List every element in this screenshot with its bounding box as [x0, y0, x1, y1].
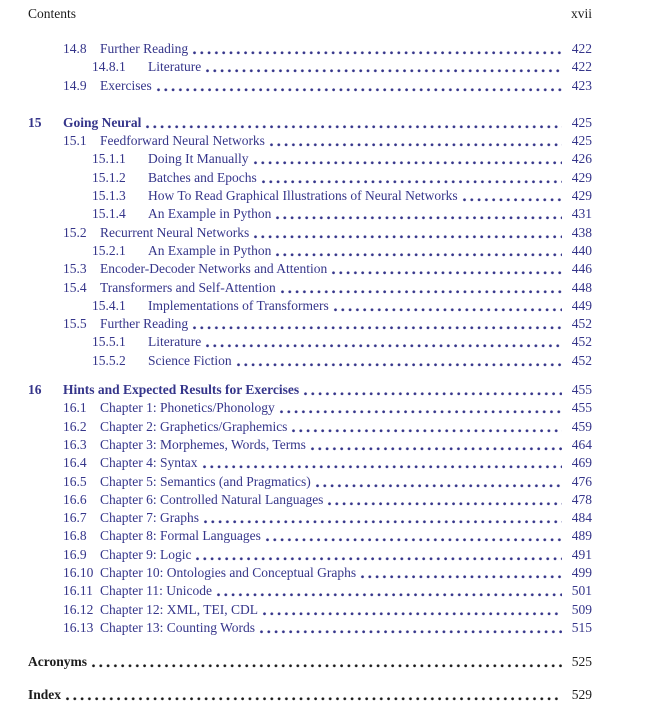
toc-entry-number: 15.3 [63, 261, 87, 277]
toc-entry-number: 15.5.2 [92, 352, 126, 368]
dotted-leader [290, 418, 562, 436]
toc-entry-page-number: 425 [571, 133, 592, 149]
toc-entry-title: Literature [148, 334, 202, 350]
toc-entry [28, 686, 592, 704]
toc-entry[interactable] [28, 169, 592, 187]
toc-entry-title: Chapter 4: Syntax [100, 455, 198, 471]
toc-block [28, 40, 592, 95]
toc-entry-title: Encoder-Decoder Networks and Attention [100, 261, 328, 277]
toc-entry-page-number: 431 [571, 206, 592, 222]
toc-entry-page-number: 446 [571, 261, 592, 277]
toc-block [28, 653, 592, 671]
dotted-leader [264, 527, 562, 545]
toc-entry-number: 16.11 [63, 583, 93, 599]
dotted-leader [191, 40, 562, 58]
toc-entry-page-number: 440 [571, 242, 592, 258]
toc-entry-number: 16.7 [63, 510, 87, 526]
toc-entry-page-number: 455 [571, 400, 592, 416]
toc-entry-number: 15 [28, 114, 42, 130]
toc-entry-number: 15.2 [63, 224, 87, 240]
toc-entry-number: 15.1 [63, 133, 87, 149]
toc-entry-page-number: 422 [571, 59, 592, 75]
toc-entry-number: 16.1 [63, 400, 87, 416]
dotted-leader [461, 187, 562, 205]
dotted-leader [359, 564, 562, 582]
toc-entry-title: Chapter 10: Ontologies and Conceptual Graphs [100, 565, 357, 581]
toc-entry-page-number: 422 [571, 41, 592, 56]
dotted-leader [235, 352, 562, 370]
toc-entry-title: Chapter 9: Logic [100, 546, 192, 562]
toc-entry-title: Feedforward Neural Networks [100, 133, 265, 149]
toc-entry-page-number: 529 [571, 686, 592, 702]
toc-entry-page-number: 429 [571, 169, 592, 185]
dotted-leader [252, 224, 562, 242]
toc-entry-page-number: 515 [571, 619, 592, 635]
toc-entry[interactable] [28, 436, 592, 454]
toc-entry-title: Hints and Expected Results for Exercises [63, 382, 300, 398]
dotted-leader [204, 58, 562, 76]
dotted-leader [204, 333, 562, 351]
running-head [28, 5, 592, 23]
dotted-leader [252, 150, 563, 168]
toc-entry-page-number: 449 [571, 297, 592, 313]
toc-entry[interactable] [28, 546, 592, 564]
dotted-leader [302, 381, 562, 399]
toc-entry-title: Chapter 12: XML, TEI, CDL [100, 601, 258, 617]
toc-entry-number: 15.4 [63, 279, 87, 295]
dotted-leader [332, 297, 562, 315]
toc-entry-number: 15.4.1 [92, 297, 126, 313]
toc-entry-page-number: 455 [571, 382, 592, 398]
toc-entry-page-number: 509 [571, 601, 592, 617]
toc-entry[interactable] [28, 418, 592, 436]
toc-block [28, 381, 592, 637]
toc-entry-title: Acronyms [28, 654, 87, 670]
toc-block [28, 686, 592, 704]
dotted-leader [274, 242, 562, 260]
toc-entry-number: 15.5.1 [92, 334, 126, 350]
toc-entry-page-number: 478 [571, 491, 592, 507]
dotted-leader [278, 399, 562, 417]
toc-entry-title: Further Reading [100, 316, 189, 332]
toc-entry-number: 15.1.4 [92, 206, 126, 222]
dotted-leader [261, 601, 562, 619]
toc-entry-page-number: 448 [571, 279, 592, 295]
dotted-leader [202, 509, 562, 527]
toc-entry[interactable] [28, 297, 592, 315]
toc-entry[interactable] [28, 77, 592, 95]
toc-entry[interactable] [28, 473, 592, 491]
toc-entry[interactable] [28, 352, 592, 370]
dotted-leader [201, 454, 563, 472]
dotted-leader [155, 77, 562, 95]
dotted-leader [194, 546, 562, 564]
dotted-leader [326, 491, 562, 509]
toc-entry-number: 16.5 [63, 473, 87, 489]
toc-entry[interactable] [28, 40, 592, 58]
toc-entry-page-number: 423 [571, 77, 592, 93]
toc-entry[interactable] [28, 509, 592, 527]
dotted-leader [64, 686, 562, 704]
toc-entry-number: 16.3 [63, 436, 87, 452]
dotted-leader [314, 473, 562, 491]
toc-entry-number: 16.2 [63, 418, 87, 434]
toc-entry[interactable] [28, 242, 592, 260]
toc-entry-page-number: 469 [571, 455, 592, 471]
dotted-leader [279, 279, 562, 297]
toc-block [28, 114, 592, 370]
toc-entry-number: 15.1.3 [92, 188, 126, 204]
toc-entry-title: Doing It Manually [148, 151, 249, 167]
toc-entry-number: 16.8 [63, 528, 87, 544]
toc-entry-number: 15.5 [63, 316, 87, 332]
dotted-leader [260, 169, 562, 187]
toc-entry[interactable] [28, 279, 592, 297]
toc-entry[interactable] [28, 260, 592, 278]
toc-entry-title: Index [28, 686, 62, 702]
toc-entry-page-number: 425 [571, 114, 592, 130]
toc-entry-title: Implementations of Transformers [148, 297, 329, 313]
toc-entry-title: Science Fiction [148, 352, 232, 368]
toc-entry-title: An Example in Python [148, 206, 272, 222]
toc-entry[interactable] [28, 527, 592, 545]
toc-entry[interactable] [28, 381, 592, 399]
toc-entry-title: Chapter 2: Graphetics/Graphemics [100, 418, 288, 434]
toc-entry[interactable] [28, 58, 592, 76]
toc-entry[interactable] [28, 399, 592, 417]
toc-entry[interactable] [28, 491, 592, 509]
toc-entry-title: Chapter 8: Formal Languages [100, 528, 261, 544]
toc-entry[interactable] [28, 582, 592, 600]
toc-entry[interactable] [28, 315, 592, 333]
toc-entry-title: Chapter 13: Counting Words [100, 619, 256, 635]
toc-entry[interactable] [28, 132, 592, 150]
toc [28, 40, 592, 704]
dotted-leader [268, 132, 562, 150]
toc-entry-number: 16.4 [63, 455, 87, 471]
toc-entry-title: Exercises [100, 77, 152, 93]
toc-entry-title: Chapter 1: Phonetics/Phonology [100, 400, 275, 416]
toc-entry-page-number: 452 [571, 316, 592, 332]
dotted-leader [191, 315, 562, 333]
dotted-leader [90, 653, 562, 671]
toc-entry-number: 16.10 [63, 565, 94, 581]
toc-entry-number: 16.12 [63, 601, 94, 617]
toc-entry[interactable] [28, 454, 592, 472]
toc-entry-title: Recurrent Neural Networks [100, 224, 250, 240]
toc-entry-page-number: 452 [571, 352, 592, 368]
toc-entry-page-number: 459 [571, 418, 592, 434]
toc-entry-page-number: 501 [571, 583, 592, 599]
toc-entry-page-number: 464 [571, 436, 592, 452]
toc-entry[interactable] [28, 205, 592, 223]
toc-entry-title: Chapter 6: Controlled Natural Languages [100, 491, 324, 507]
toc-entry[interactable] [28, 187, 592, 205]
toc-entry-title: Batches and Epochs [148, 169, 257, 185]
dotted-leader [258, 619, 562, 637]
toc-entry-title: An Example in Python [148, 242, 272, 258]
toc-entry[interactable] [28, 601, 592, 619]
toc-entry-page-number: 476 [571, 473, 592, 489]
toc-entry-page-number: 489 [571, 528, 592, 544]
toc-entry-page-number: 525 [571, 654, 592, 670]
toc-entry-title: Chapter 5: Semantics (and Pragmatics) [100, 473, 311, 489]
dotted-leader [330, 260, 562, 278]
toc-entry[interactable] [28, 333, 592, 351]
toc-entry-number: 15.1.2 [92, 169, 126, 185]
toc-entry-page-number: 491 [571, 546, 592, 562]
toc-entry-number: 14.9 [63, 77, 87, 93]
toc-entry-number: 15.2.1 [92, 242, 126, 258]
toc-entry-page-number: 484 [571, 510, 592, 526]
toc-entry-number: 16.6 [63, 491, 87, 507]
dotted-leader [274, 205, 562, 223]
toc-entry-number: 16.9 [63, 546, 87, 562]
toc-entry[interactable] [28, 224, 592, 242]
toc-entry-title: Transformers and Self-Attention [100, 279, 276, 295]
toc-entry-number: 15.1.1 [92, 151, 126, 167]
toc-entry-page-number: 499 [571, 565, 592, 581]
toc-entry-title: Further Reading [100, 41, 189, 56]
toc-entry-number: 14.8 [63, 41, 87, 56]
toc-entry-title: Chapter 7: Graphs [100, 510, 199, 526]
toc-entry-title: Going Neural [63, 114, 142, 130]
dotted-leader [144, 114, 562, 132]
dotted-leader [309, 436, 562, 454]
toc-entry[interactable] [28, 150, 592, 168]
toc-entry-page-number: 426 [571, 151, 592, 167]
toc-entry-title: Literature [148, 59, 202, 75]
toc-entry-number: 16.13 [63, 619, 94, 635]
toc-entry[interactable] [28, 564, 592, 582]
toc-entry-number: 16 [28, 382, 42, 398]
toc-entry-title: How To Read Graphical Illustrations of Neural Networks [148, 188, 458, 204]
toc-entry[interactable] [28, 619, 592, 637]
toc-entry-title: Chapter 3: Morphemes, Words, Terms [100, 436, 306, 452]
dotted-leader [215, 582, 562, 600]
toc-entry-number: 14.8.1 [92, 59, 126, 75]
toc-entry-page-number: 429 [571, 188, 592, 204]
toc-entry-page-number: 452 [571, 334, 592, 350]
running-head-title: Contents [28, 6, 77, 21]
toc-entry[interactable] [28, 114, 592, 132]
toc-entry-title: Chapter 11: Unicode [100, 583, 212, 599]
toc-entry [28, 653, 592, 671]
toc-entry-page-number: 438 [571, 224, 592, 240]
page-folio: xvii [570, 6, 592, 21]
